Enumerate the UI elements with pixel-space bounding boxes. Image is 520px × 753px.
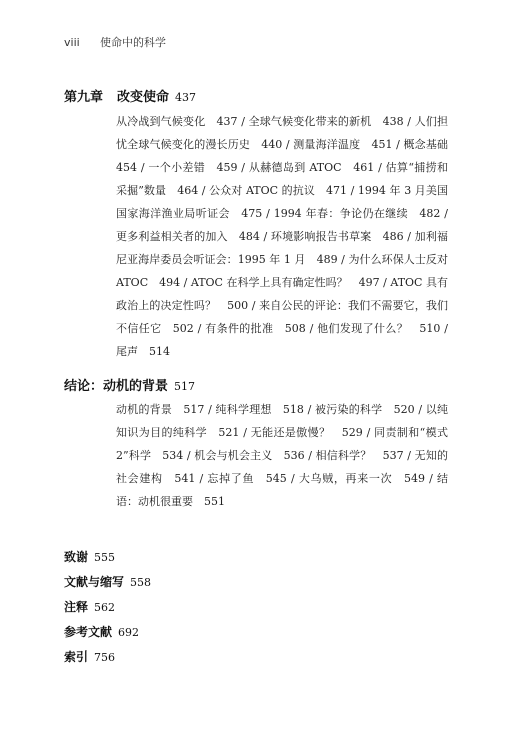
page-number: viii	[64, 36, 80, 49]
back-matter-list	[64, 545, 151, 670]
chapter-label: 第九章	[64, 90, 104, 105]
chapter-9-heading	[64, 86, 196, 105]
running-title: 使命中的科学	[100, 36, 166, 49]
chapter-page: 437	[175, 91, 197, 104]
conclusion-contents: 动机的背景 517 / 纯科学理想 518 / 被污染的科学 520 / 以纯知识为目的纯科学 521 / 无能还是傲慢？ 529 / 同责制和“模式 2”科学 534 / 机会与机会主义 536 / 相信科学？ 537 / 无知的社会建构 541 / 忘掉了鱼 545 / 大乌贼，再来一次 549 / 结语：动机很重要 551	[116, 403, 448, 508]
back-matter-item: 文献与缩写 558	[64, 575, 152, 589]
back-matter-item: 注释 562	[64, 600, 116, 614]
back-matter-item: 参考文献 692	[64, 625, 140, 639]
back-matter-item: 致谢 555	[64, 550, 116, 564]
chapter-9-contents: 从冷战到气候变化 437 / 全球气候变化带来的新机 438 / 人们担忧全球气候变化的漫长历史 440 / 测量海洋温度 451 / 概念基础 454 / 一个小差错 459 / 从赫德岛到 ATOC 461 / 估算“捕捞和采掘”数量 464 / 公众对 ATOC 的抗议 471 / 1994 年 3 月美国国家海洋渔业局听证会 475 / 1994 年春：争论仍在继续 482 / 更多利益相关者的加入 484 / 环境影响报告书草案 486 / 加利福尼亚海岸委员会听证会：1995 年 1 月 489 / 为什么环保人士反对 ATOC 494 / ATOC 在科学上具有确定性吗？ 497 / ATOC 具有政治上的决定性吗？ 500 / 来自公民的评论：我们不需要它，我们不信任它 502 / 有条件的批准 508 / 他们发现了什么？ 510 / 尾声 514	[116, 115, 459, 358]
chapter-title: 改变使命	[117, 90, 170, 105]
conclusion-heading	[64, 375, 195, 394]
back-matter-item: 索引 756	[64, 650, 116, 664]
running-header	[64, 34, 166, 50]
conclusion-page: 517	[174, 380, 196, 393]
conclusion-title: 结论：动机的背景	[64, 379, 169, 394]
